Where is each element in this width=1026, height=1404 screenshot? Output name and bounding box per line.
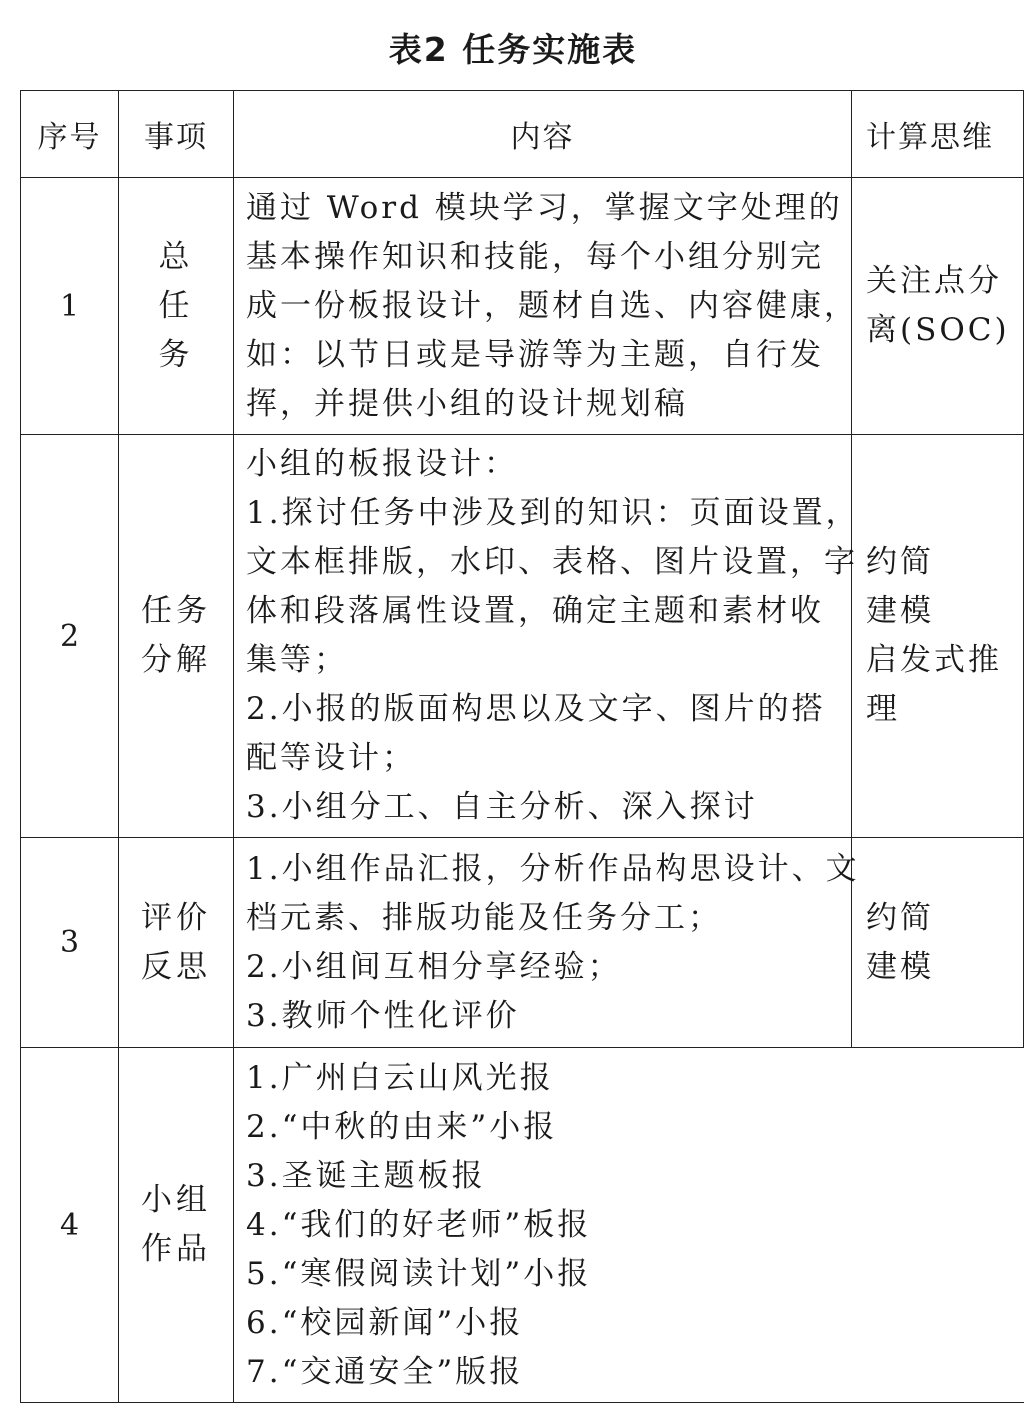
row-thinking bbox=[852, 838, 1024, 1048]
content-line: 1.广州白云山风光报 bbox=[246, 1059, 554, 1096]
row-thinking bbox=[852, 435, 1024, 838]
thinking-line: 建模 bbox=[866, 593, 934, 629]
table-row bbox=[21, 838, 1024, 1048]
content-line: 2.“中秋的由来”小报 bbox=[246, 1108, 558, 1145]
thinking-line: 离(SOC) bbox=[866, 312, 1010, 348]
item-line: 任务 bbox=[141, 593, 211, 629]
row-number: 3 bbox=[21, 838, 119, 1048]
content-line: 配等设计； bbox=[246, 740, 416, 776]
content-line: 2.小报的版面构思以及文字、图片的搭 bbox=[246, 691, 826, 727]
content-line: 体和段落属性设置，确定主题和素材收 bbox=[246, 593, 824, 629]
content-line: 3.教师个性化评价 bbox=[246, 997, 520, 1034]
thinking-line: 约简 bbox=[866, 544, 934, 580]
row-item bbox=[119, 838, 234, 1048]
row-number: 1 bbox=[21, 178, 119, 435]
item-line: 小组 bbox=[141, 1182, 211, 1218]
item-line: 评价 bbox=[141, 899, 211, 936]
row-thinking bbox=[852, 178, 1024, 435]
thinking-line: 关注点分 bbox=[866, 263, 1002, 299]
table-row bbox=[21, 178, 1024, 435]
row-item bbox=[119, 1048, 234, 1403]
table-row bbox=[21, 435, 1024, 838]
item-line: 分解 bbox=[141, 642, 211, 678]
header-content: 内容 bbox=[234, 91, 852, 178]
content-line: 档元素、排版功能及任务分工； bbox=[246, 899, 722, 936]
row-item bbox=[119, 435, 234, 838]
row-content bbox=[234, 1048, 1024, 1403]
content-line: 通过 Word 模块学习，掌握文字处理的 bbox=[246, 189, 843, 226]
content-line: 3.小组分工、自主分析、深入探讨 bbox=[246, 789, 758, 825]
content-line: 1.小组作品汇报，分析作品构思设计、文 bbox=[246, 850, 860, 887]
page-title: 表2 任务实施表 bbox=[388, 30, 638, 69]
table-header-row bbox=[21, 91, 1024, 178]
thinking-line: 启发式推 bbox=[866, 642, 1002, 678]
content-line: 挥，并提供小组的设计规划稿 bbox=[246, 385, 688, 422]
content-line: 如：以节日或是导游等为主题，自行发 bbox=[246, 336, 824, 373]
table-row bbox=[21, 1048, 1024, 1403]
item-line: 务 bbox=[158, 336, 194, 373]
header-item: 事项 bbox=[119, 91, 234, 178]
item-line: 作品 bbox=[141, 1231, 211, 1267]
content-line: 成一份板报设计，题材自选、内容健康， bbox=[246, 287, 858, 324]
content-line: 小组的板报设计： bbox=[246, 446, 518, 482]
row-content bbox=[234, 435, 860, 838]
content-line: 1.探讨任务中涉及到的知识：页面设置， bbox=[246, 495, 860, 531]
row-content bbox=[234, 178, 858, 435]
item-line: 反思 bbox=[141, 948, 211, 985]
thinking-line: 建模 bbox=[866, 948, 934, 985]
content-line: 3.圣诞主题板报 bbox=[246, 1157, 486, 1194]
content-line: 4.“我们的好老师”板报 bbox=[246, 1206, 592, 1243]
task-table bbox=[20, 90, 1024, 1403]
row-content bbox=[234, 838, 860, 1048]
header-no: 序号 bbox=[21, 91, 119, 178]
content-line: 6.“校园新闻”小报 bbox=[246, 1304, 524, 1341]
item-line: 总 bbox=[158, 238, 194, 275]
row-item bbox=[119, 178, 234, 435]
content-line: 文本框排版，水印、表格、图片设置，字 bbox=[246, 544, 858, 580]
thinking-line: 约简 bbox=[866, 899, 934, 936]
thinking-line: 理 bbox=[866, 691, 900, 727]
item-line: 任 bbox=[158, 287, 194, 324]
content-line: 7.“交通安全”版报 bbox=[246, 1353, 524, 1390]
header-thinking: 计算思维 bbox=[852, 91, 1024, 178]
content-line: 基本操作知识和技能，每个小组分别完 bbox=[246, 238, 824, 275]
row-number: 4 bbox=[21, 1048, 119, 1403]
content-line: 集等； bbox=[246, 642, 348, 678]
content-line: 5.“寒假阅读计划”小报 bbox=[246, 1255, 592, 1292]
content-line: 2.小组间互相分享经验； bbox=[246, 948, 622, 985]
row-number: 2 bbox=[21, 435, 119, 838]
